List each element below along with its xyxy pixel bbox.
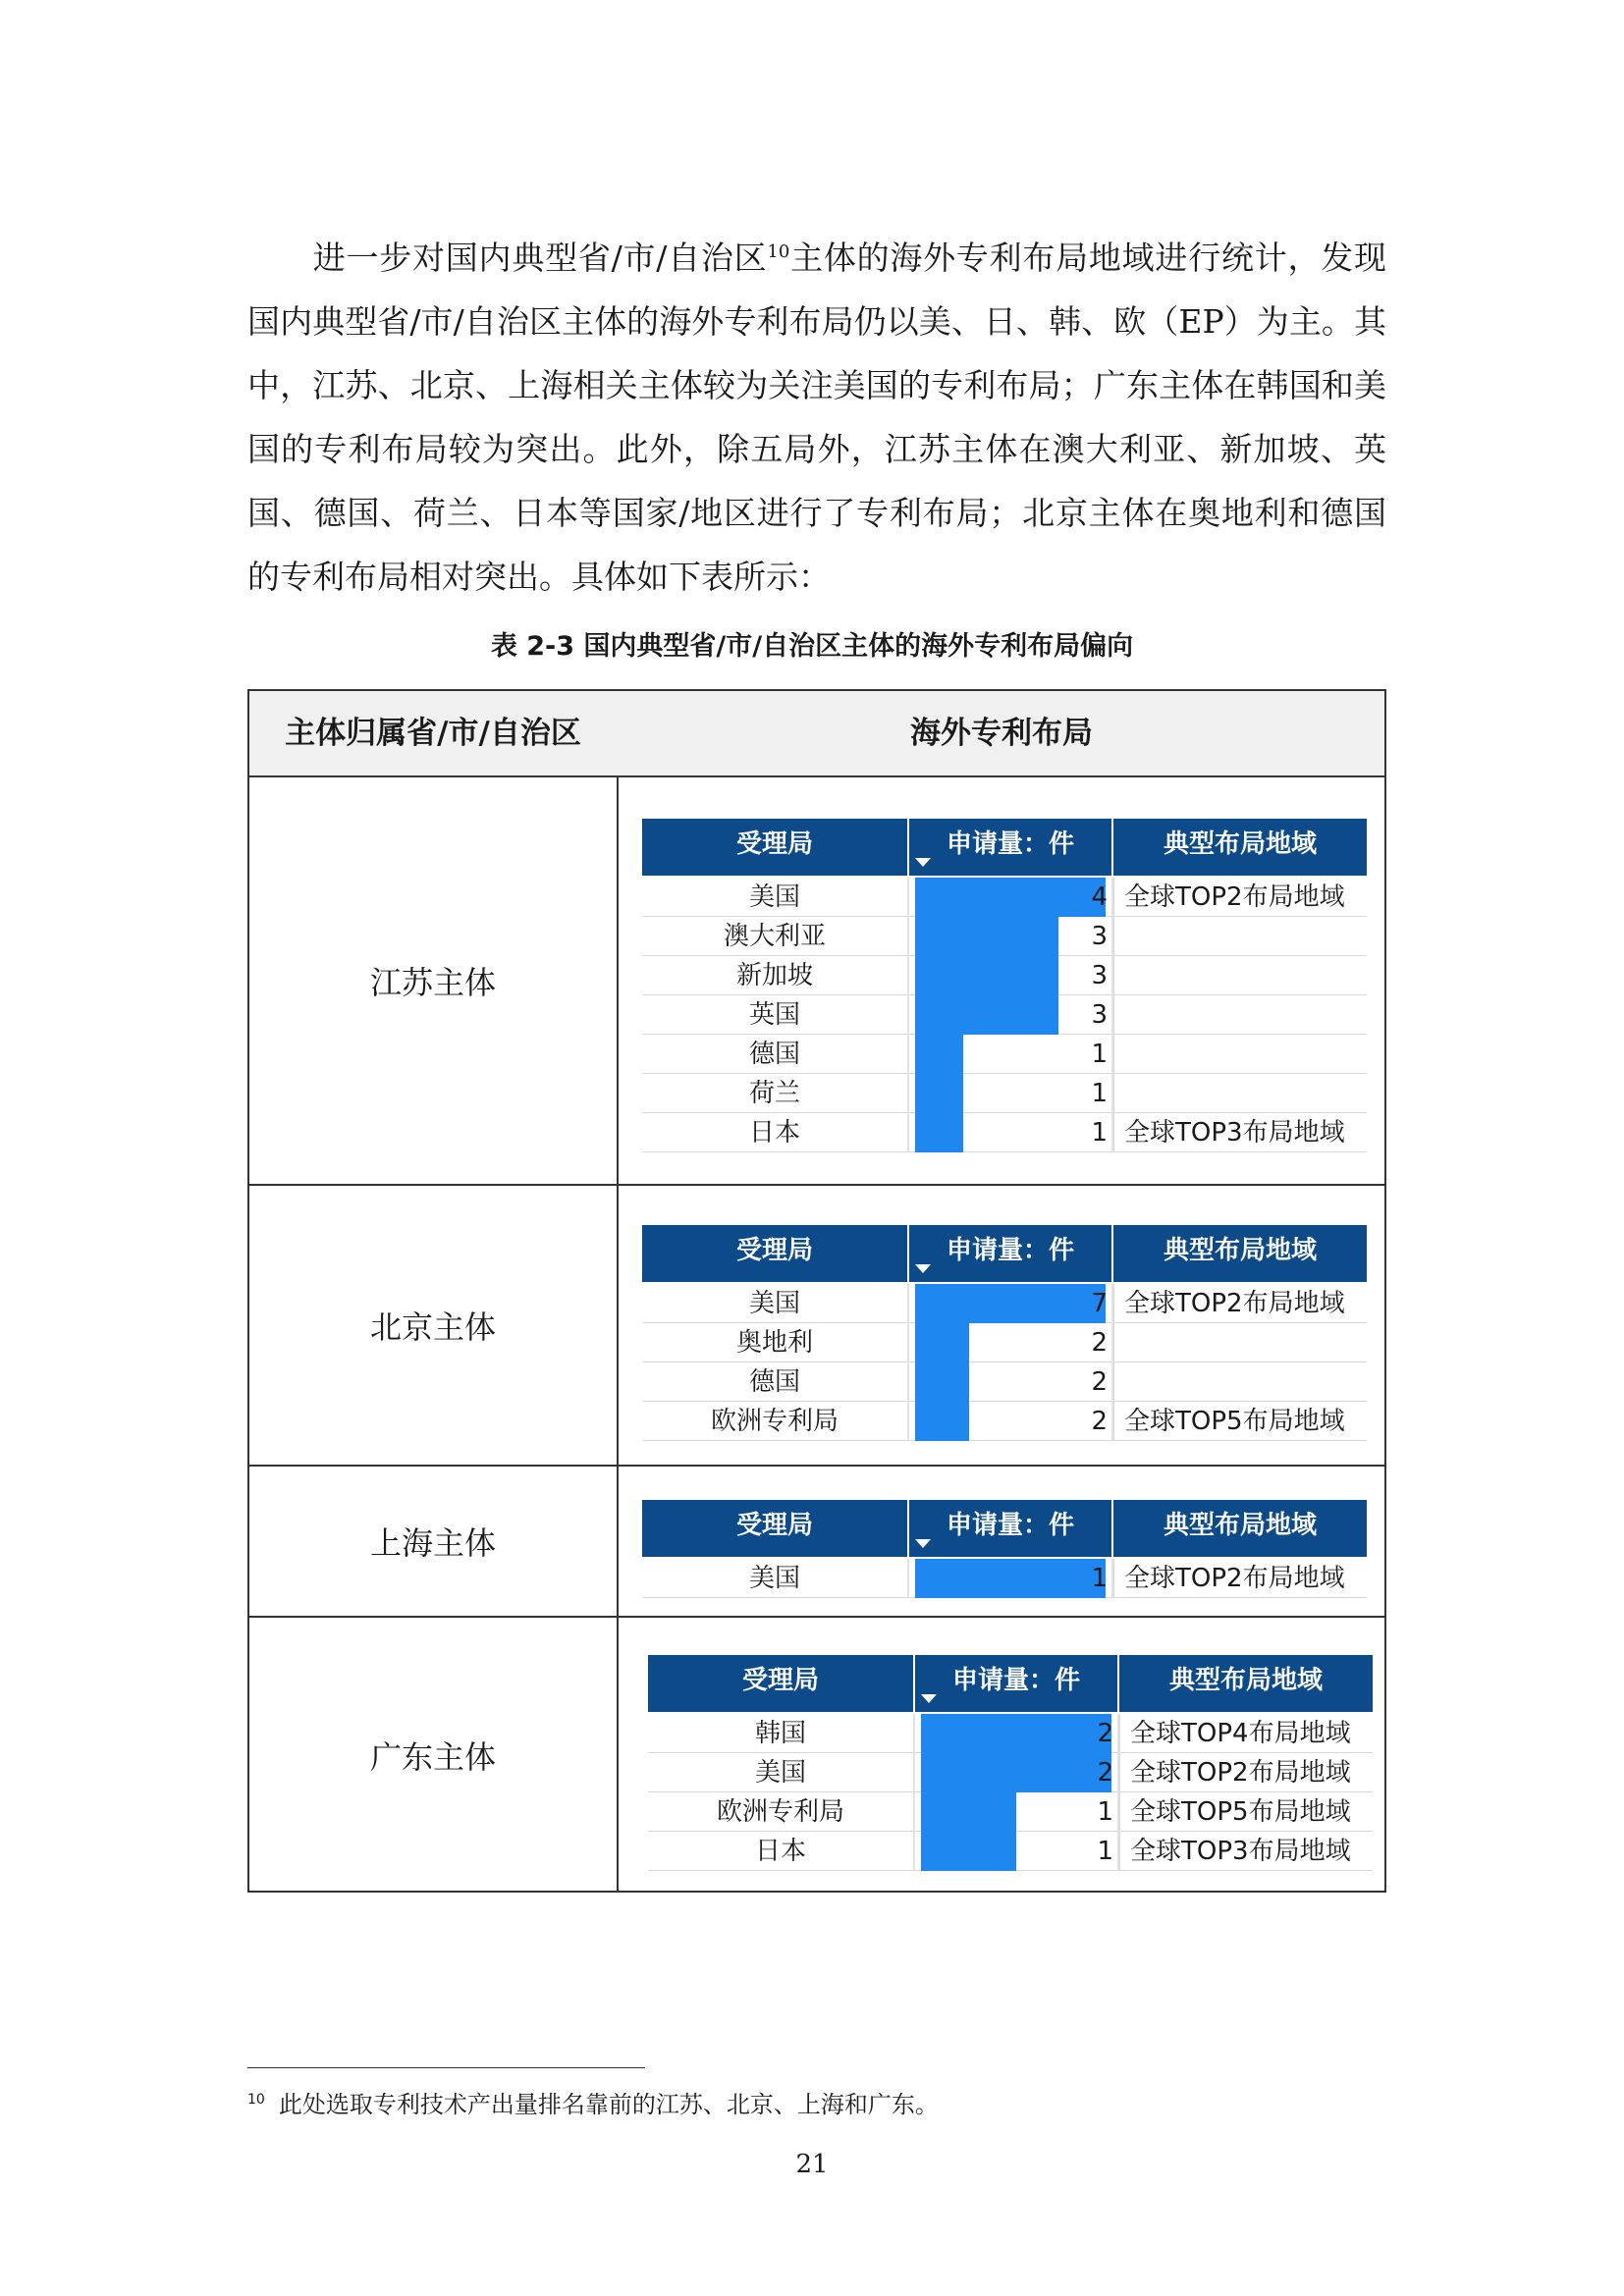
- typical-region: 全球TOP5布局地域: [1113, 1402, 1367, 1441]
- mini-header-office: 受理局: [735, 1511, 813, 1540]
- count-cell: [909, 995, 1111, 1035]
- mini-header-count: 申请量：件: [946, 1236, 1074, 1265]
- header-province: 主体归属省/市/自治区: [285, 716, 581, 751]
- header-overseas-layout: 海外专利布局: [910, 716, 1093, 751]
- typical-region: 全球TOP5布局地域: [1119, 1792, 1373, 1832]
- mini-table-row: [648, 1714, 1373, 1753]
- count-value: 2: [1097, 1719, 1113, 1748]
- count-bar: [915, 1559, 1106, 1598]
- typical-region: [1113, 995, 1367, 1035]
- mini-table-header: [648, 1655, 1373, 1712]
- mini-header-separator: [913, 1655, 915, 1712]
- count-value: 2: [1091, 1328, 1108, 1358]
- count-cell: [909, 1284, 1111, 1323]
- mini-table-row: [642, 1074, 1367, 1113]
- sort-desc-icon[interactable]: [921, 1694, 937, 1703]
- typical-region: 全球TOP2布局地域: [1113, 1559, 1367, 1598]
- mini-table-beijing: [642, 1225, 1367, 1441]
- typical-region: [1113, 917, 1367, 956]
- group-row-guangdong: [249, 1618, 1384, 1893]
- count-bar: [915, 917, 1058, 956]
- footnote-reference[interactable]: 10: [767, 241, 790, 262]
- mini-table-row: [642, 878, 1367, 917]
- column-separator: [1111, 878, 1113, 1152]
- mini-table-row: [648, 1753, 1373, 1792]
- group-row-shanghai: [249, 1467, 1384, 1618]
- count-bar: [921, 1714, 1111, 1753]
- receiving-office: 美国: [648, 1753, 913, 1792]
- count-bar: [915, 878, 1106, 917]
- receiving-office: 日本: [642, 1113, 907, 1152]
- count-value: 1: [1091, 1079, 1108, 1108]
- footnote-divider: [247, 2067, 645, 2068]
- footnote-text: 此处选取专利技术产出量排名靠前的江苏、北京、上海和广东。: [278, 2091, 939, 2118]
- count-bar: [915, 1362, 969, 1402]
- receiving-office: 奥地利: [642, 1323, 907, 1362]
- mini-table-row: [642, 1323, 1367, 1362]
- mini-table-row: [642, 917, 1367, 956]
- mini-header-separator: [1117, 1655, 1119, 1712]
- count-bar: [915, 1284, 1106, 1323]
- mini-header-region: 典型布局地域: [1163, 1511, 1317, 1540]
- receiving-office: 美国: [642, 1559, 907, 1598]
- group-label: 江苏主体: [369, 964, 496, 1001]
- body-paragraph: [247, 220, 1386, 609]
- count-value: 7: [1091, 1289, 1108, 1318]
- group-row-jiangsu: [249, 777, 1384, 1186]
- mini-header-separator: [1111, 1225, 1113, 1282]
- mini-table-row: [642, 1284, 1367, 1323]
- count-value: 1: [1091, 1564, 1108, 1593]
- count-cell: [909, 1362, 1111, 1402]
- count-bar: [915, 1323, 969, 1362]
- column-separator: [907, 878, 909, 1152]
- typical-region: [1113, 1035, 1367, 1074]
- count-cell: [909, 917, 1111, 956]
- typical-region: [1113, 1362, 1367, 1402]
- mini-header-count: 申请量：件: [951, 1666, 1080, 1695]
- column-separator: [907, 1284, 909, 1441]
- column-separator: [1117, 1714, 1119, 1871]
- column-separator: [913, 1714, 915, 1871]
- mini-header-separator: [1111, 819, 1113, 876]
- footnote-number: 10: [247, 2092, 265, 2108]
- count-bar: [921, 1792, 1016, 1832]
- mini-header-region: 典型布局地域: [1163, 829, 1317, 859]
- count-value: 2: [1091, 1407, 1108, 1436]
- count-bar: [921, 1832, 1016, 1871]
- sort-desc-icon[interactable]: [915, 858, 931, 867]
- sort-desc-icon[interactable]: [915, 1539, 931, 1548]
- receiving-office: 美国: [642, 878, 907, 917]
- count-value: 1: [1097, 1837, 1113, 1866]
- count-value: 1: [1091, 1040, 1108, 1069]
- mini-header-region: 典型布局地域: [1168, 1666, 1323, 1695]
- count-cell: [915, 1714, 1117, 1753]
- mini-header-separator: [907, 819, 909, 876]
- typical-region: 全球TOP3布局地域: [1113, 1113, 1367, 1152]
- receiving-office: 美国: [642, 1284, 907, 1323]
- count-bar: [915, 1402, 969, 1441]
- mini-header-separator: [907, 1500, 909, 1557]
- count-value: 3: [1091, 1000, 1108, 1030]
- table-caption: 表 2-3 国内典型省/市/自治区主体的海外专利布局偏向: [490, 631, 1134, 662]
- mini-header-count: 申请量：件: [946, 1511, 1074, 1540]
- count-value: 1: [1097, 1797, 1113, 1827]
- typical-region: 全球TOP3布局地域: [1119, 1832, 1373, 1871]
- receiving-office: 欧洲专利局: [642, 1402, 907, 1441]
- column-separator: [907, 1559, 909, 1598]
- count-cell: [909, 878, 1111, 917]
- page-number: 21: [795, 2150, 829, 2179]
- count-cell: [909, 1559, 1111, 1598]
- column-separator: [1111, 1284, 1113, 1441]
- sort-desc-icon[interactable]: [915, 1264, 931, 1273]
- typical-region: [1113, 1323, 1367, 1362]
- count-value: 3: [1091, 961, 1108, 990]
- count-bar: [915, 1074, 963, 1113]
- typical-region: 全球TOP4布局地域: [1119, 1714, 1373, 1753]
- paragraph-part1: 进一步对国内典型省/市/自治区: [312, 239, 768, 277]
- mini-table-row: [642, 1113, 1367, 1152]
- count-bar: [921, 1753, 1111, 1792]
- mini-table-row: [642, 995, 1367, 1035]
- receiving-office: 英国: [642, 995, 907, 1035]
- receiving-office: 欧洲专利局: [648, 1792, 913, 1832]
- count-value: 3: [1091, 922, 1108, 951]
- group-label: 广东主体: [369, 1738, 496, 1776]
- typical-region: 全球TOP2布局地域: [1113, 1284, 1367, 1323]
- count-bar: [915, 995, 1058, 1035]
- mini-table-jiangsu: [642, 819, 1367, 1152]
- column-separator: [1111, 1559, 1113, 1598]
- group-label: 北京主体: [369, 1308, 496, 1346]
- mini-table-row: [642, 956, 1367, 995]
- mini-header-separator: [1111, 1500, 1113, 1557]
- count-cell: [909, 1113, 1111, 1152]
- receiving-office: 德国: [642, 1035, 907, 1074]
- mini-table-shanghai: [642, 1500, 1367, 1598]
- count-cell: [915, 1792, 1117, 1832]
- receiving-office: 德国: [642, 1362, 907, 1402]
- count-cell: [909, 1035, 1111, 1074]
- table-header: [249, 691, 1384, 777]
- footnote: [247, 2085, 939, 2119]
- mini-header-separator: [907, 1225, 909, 1282]
- receiving-office: 澳大利亚: [642, 917, 907, 956]
- overseas-patent-table: [247, 689, 1386, 1893]
- count-value: 4: [1091, 882, 1108, 912]
- count-cell: [909, 1074, 1111, 1113]
- count-cell: [909, 1402, 1111, 1441]
- mini-table-row: [642, 1035, 1367, 1074]
- count-bar: [915, 1035, 963, 1074]
- mini-table-row: [642, 1559, 1367, 1598]
- count-value: 1: [1091, 1118, 1108, 1148]
- mini-table-header: [642, 1225, 1367, 1282]
- count-bar: [915, 1113, 963, 1152]
- mini-header-count: 申请量：件: [946, 829, 1074, 859]
- group-row-beijing: [249, 1186, 1384, 1467]
- typical-region: 全球TOP2布局地域: [1119, 1753, 1373, 1792]
- mini-header-office: 受理局: [735, 1236, 813, 1265]
- typical-region: [1113, 1074, 1367, 1113]
- count-bar: [915, 956, 1058, 995]
- mini-table-row: [648, 1792, 1373, 1832]
- count-cell: [915, 1832, 1117, 1871]
- mini-table-row: [642, 1402, 1367, 1441]
- count-value: 2: [1091, 1367, 1108, 1397]
- mini-table-row: [642, 1362, 1367, 1402]
- mini-table-row: [648, 1832, 1373, 1871]
- mini-header-office: 受理局: [735, 829, 813, 859]
- count-cell: [909, 1323, 1111, 1362]
- typical-region: [1113, 956, 1367, 995]
- count-value: 2: [1097, 1758, 1113, 1788]
- mini-table-header: [642, 1500, 1367, 1557]
- typical-region: 全球TOP2布局地域: [1113, 878, 1367, 917]
- mini-table-guangdong: [648, 1655, 1373, 1871]
- mini-header-region: 典型布局地域: [1163, 1236, 1317, 1265]
- receiving-office: 新加坡: [642, 956, 907, 995]
- count-cell: [915, 1753, 1117, 1792]
- group-label: 上海主体: [369, 1524, 496, 1562]
- receiving-office: 荷兰: [642, 1074, 907, 1113]
- receiving-office: 日本: [648, 1832, 913, 1871]
- receiving-office: 韩国: [648, 1714, 913, 1753]
- mini-header-office: 受理局: [741, 1666, 819, 1695]
- mini-table-header: [642, 819, 1367, 876]
- count-cell: [909, 956, 1111, 995]
- paragraph-part2: 主体的海外专利布局地域进行统计，发现国内典型省/市/自治区主体的海外专利布局仍以美、日、韩、欧（EP）为主。其中，江苏、北京、上海相关主体较为关注美国的专利布局；广东主体在韩国和美国的专利布局较为突出。此外，除五局外，江苏主体在澳大利亚、新加坡、英国、德国、荷兰、日本等国家/地区进行了专利布局；北京主体在奥地利和德国的专利布局相对突出。具体如下表所示：: [247, 239, 1386, 596]
